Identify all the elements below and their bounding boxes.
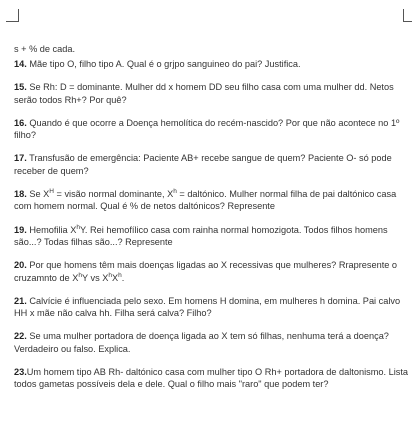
question-number: 16. xyxy=(14,117,27,128)
question-23 xyxy=(14,366,414,391)
question-text: Se Rh: D = dominante. Mulher dd x homem DD seu filho casa com uma mulher dd. Netos serão todos Rh+? Por quê? xyxy=(14,82,394,105)
question-16 xyxy=(14,117,414,142)
question-number: 14. xyxy=(14,59,27,69)
question-15 xyxy=(14,81,414,106)
question-number: 22. xyxy=(14,331,27,342)
question-text: Transfusão de emergência: Paciente AB+ recebe sangue de quem? Paciente O- só pode receber de quem? xyxy=(14,153,392,176)
question-number: 23. xyxy=(14,367,27,378)
question-20: 20. Por que homens têm mais doenças ligadas ao X recessivas que mulheres? Rrapresente o cruzamnto de $X^hY$ vs $X^hX^h$. xyxy=(14,260,398,283)
question-17 xyxy=(14,152,414,177)
question-18: 18. Se $X^H$ = visão normal dominante, $X^h$ = daltónico. Mulher normal filha de pai daltónico casa com homem normal. Qual é % de netos daltónicos? Represente xyxy=(14,188,397,212)
question-number: 19. xyxy=(14,224,27,235)
document-page xyxy=(6,0,412,434)
question-number: 21. xyxy=(14,295,27,306)
question-number: 15. xyxy=(14,82,27,93)
top-fragment: s + % de cada. xyxy=(14,44,76,55)
question-number: 20. xyxy=(14,260,27,271)
question-19: 19. Hemofilia $X^hY$. Rei hemofílico casa com rainha normal homozigota. Todos filhos homens são...? Todas filhas são...? Represente xyxy=(14,223,388,247)
question-number: 17. xyxy=(14,153,27,164)
question-number: 18. xyxy=(14,189,27,200)
question-14 xyxy=(14,58,414,70)
question-21 xyxy=(14,295,414,320)
question-text: Quando é que ocorre a Doença hemolítica do recém-nascido? Por que não acontece no 1º filho? xyxy=(14,117,400,141)
question-list xyxy=(14,58,414,402)
question-text: Um homem tipo AB Rh- daltónico casa com mulher tipo O Rh+ portadora de daltonismo. Lista todos gametas possíveis dela e dele. Qual o filho mais "raro" que podem ter? xyxy=(14,367,408,390)
question-text: Calvície é influenciada pelo sexo. Em homens H domina, em mulheres h domina. Pai calvo HH x mãe não calva hh. Filha será calva? Filho? xyxy=(14,295,401,319)
question-text: Mãe tipo O, filho tipo A. Qual é o grjpo sanguineo do pai? Justifica. xyxy=(29,59,301,69)
page-corner-right xyxy=(403,9,412,22)
question-22 xyxy=(14,330,414,355)
page-corner-left xyxy=(6,9,19,22)
question-text: Se uma mulher portadora de doença ligada ao X tem só filhas, nenhuma terá a doença? Verdadeiro ou falso. Explica. xyxy=(14,331,389,354)
